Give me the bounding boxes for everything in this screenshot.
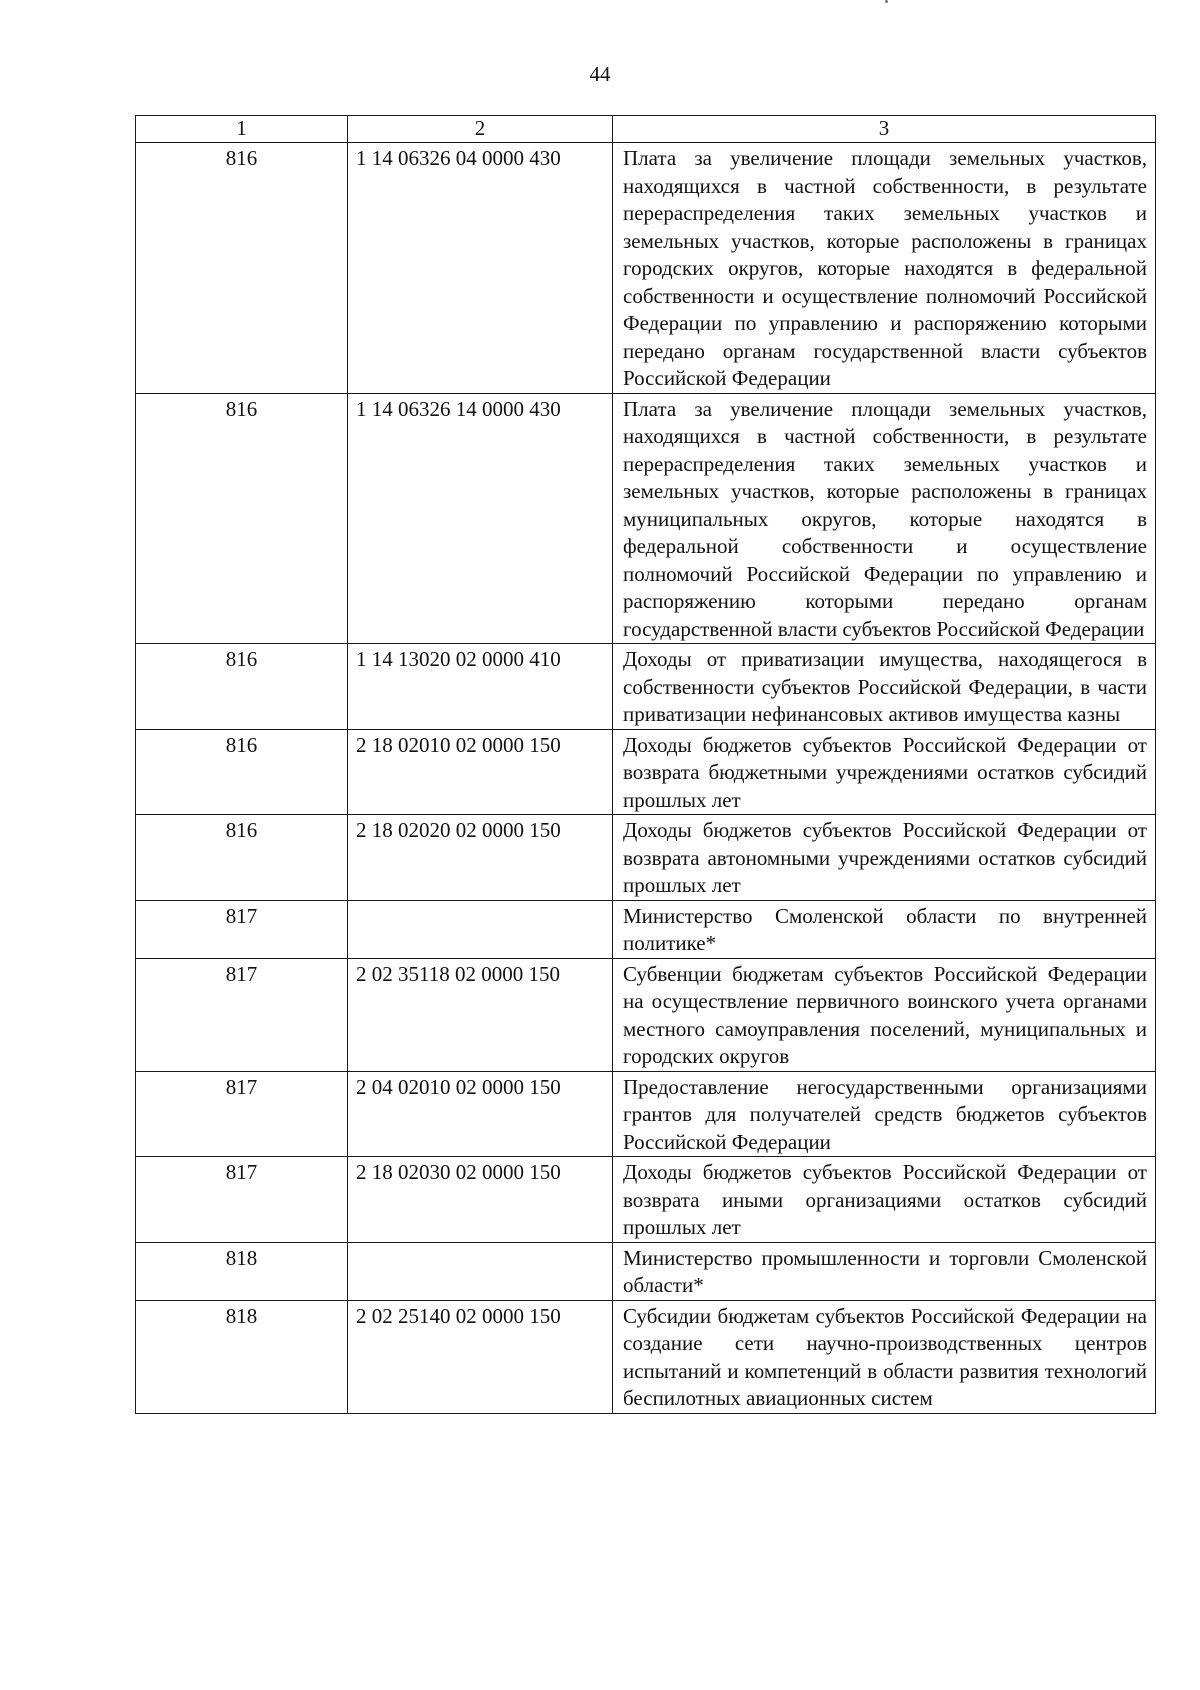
revenue-name-cell: Плата за увеличение площади земельных участков, находящихся в частной собственности, в результате перераспределения таких земельных участков и земельных участков, которые расположены в границах муниципальных округов, которые находятся в федеральной собственности и осуществление полномочий Российской Федерации по управлению и распоряжению которыми передано органам государственной власти субъектов Российской Федерации bbox=[613, 393, 1156, 644]
admin-code-cell: 817 bbox=[136, 1071, 348, 1157]
budget-code-cell: 2 04 02010 02 0000 150 bbox=[348, 1071, 613, 1157]
admin-code-cell: 818 bbox=[136, 1242, 348, 1300]
budget-code-cell: 1 14 06326 04 0000 430 bbox=[348, 143, 613, 394]
budget-code-cell: 2 18 02030 02 0000 150 bbox=[348, 1157, 613, 1243]
budget-code-cell: 2 02 25140 02 0000 150 bbox=[348, 1300, 613, 1413]
table-row bbox=[136, 958, 1156, 1071]
revenue-name-cell: Доходы бюджетов субъектов Российской Федерации от возврата иными организациями остатков субсидий прошлых лет bbox=[613, 1157, 1156, 1243]
budget-code-cell: 1 14 13020 02 0000 410 bbox=[348, 644, 613, 730]
revenue-codes-table bbox=[135, 115, 1156, 1414]
admin-code-cell: 816 bbox=[136, 143, 348, 394]
revenue-name-cell: Доходы от приватизации имущества, находящегося в собственности субъектов Российской Федерации, в части приватизации нефинансовых активов имущества казны bbox=[613, 644, 1156, 730]
admin-code-cell: 816 bbox=[136, 729, 348, 815]
admin-code-cell: 817 bbox=[136, 958, 348, 1071]
table-row bbox=[136, 1157, 1156, 1243]
revenue-name-cell: Предоставление негосударственными организациями грантов для получателей средств бюджетов субъектов Российской Федерации bbox=[613, 1071, 1156, 1157]
scan-speck bbox=[885, 0, 888, 3]
admin-code-cell: 816 bbox=[136, 815, 348, 901]
table-row bbox=[136, 1300, 1156, 1413]
table-row bbox=[136, 644, 1156, 730]
table-row bbox=[136, 729, 1156, 815]
budget-code-cell bbox=[348, 900, 613, 958]
revenue-name-cell: Субвенции бюджетам субъектов Российской Федерации на осуществление первичного воинского учета органами местного самоуправления поселений, муниципальных и городских округов bbox=[613, 958, 1156, 1071]
admin-code-cell: 818 bbox=[136, 1300, 348, 1413]
table-row bbox=[136, 393, 1156, 644]
revenue-name-cell: Субсидии бюджетам субъектов Российской Федерации на создание сети научно-производственных центров испытаний и компетенций в области развития технологий беспилотных авиационных систем bbox=[613, 1300, 1156, 1413]
budget-code-cell: 2 18 02020 02 0000 150 bbox=[348, 815, 613, 901]
budget-code-cell: 1 14 06326 14 0000 430 bbox=[348, 393, 613, 644]
revenue-name-cell: Доходы бюджетов субъектов Российской Федерации от возврата автономными учреждениями остатков субсидий прошлых лет bbox=[613, 815, 1156, 901]
page-number: 44 bbox=[589, 62, 611, 86]
column-header-3: 3 bbox=[613, 116, 1156, 143]
admin-code-cell: 816 bbox=[136, 393, 348, 644]
admin-code-cell: 816 bbox=[136, 644, 348, 730]
table-header-row bbox=[136, 116, 1156, 143]
admin-code-cell: 817 bbox=[136, 900, 348, 958]
table-row bbox=[136, 1242, 1156, 1300]
table-row bbox=[136, 900, 1156, 958]
table-row bbox=[136, 1071, 1156, 1157]
revenue-name-cell: Министерство Смоленской области по внутренней политике* bbox=[613, 900, 1156, 958]
admin-code-cell: 817 bbox=[136, 1157, 348, 1243]
budget-code-cell: 2 18 02010 02 0000 150 bbox=[348, 729, 613, 815]
table-row bbox=[136, 143, 1156, 394]
budget-code-cell: 2 02 35118 02 0000 150 bbox=[348, 958, 613, 1071]
budget-code-cell bbox=[348, 1242, 613, 1300]
column-header-2: 2 bbox=[348, 116, 613, 143]
column-header-1: 1 bbox=[136, 116, 348, 143]
revenue-name-cell: Министерство промышленности и торговли Смоленской области* bbox=[613, 1242, 1156, 1300]
table-row bbox=[136, 815, 1156, 901]
revenue-name-cell: Плата за увеличение площади земельных участков, находящихся в частной собственности, в результате перераспределения таких земельных участков и земельных участков, которые расположены в границах городских округов, которые находятся в федеральной собственности и осуществление полномочий Российской Федерации по управлению и распоряжению которыми передано органам государственной власти субъектов Российской Федерации bbox=[613, 143, 1156, 394]
revenue-name-cell: Доходы бюджетов субъектов Российской Федерации от возврата бюджетными учреждениями остатков субсидий прошлых лет bbox=[613, 729, 1156, 815]
